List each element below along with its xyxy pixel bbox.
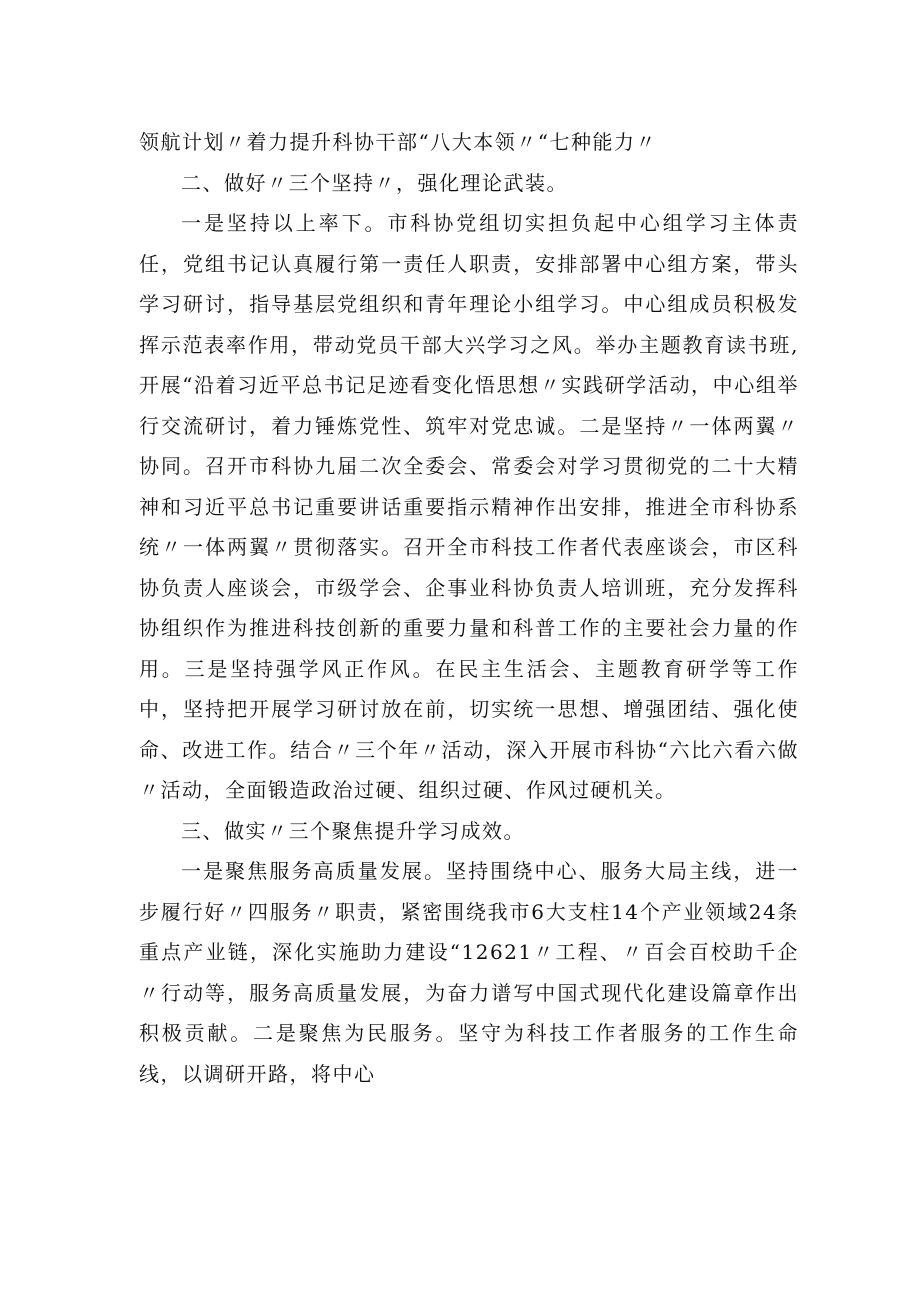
paragraph-continuation: 领航计划〃着力提升科协干部“八大本领〃“七种能力〃 (139, 130, 657, 154)
section-heading-three: 三、做实〃三个聚焦提升学习成效。 (181, 818, 525, 843)
paragraph-body: 一是聚焦服务高质量发展。坚持围绕中心、服务大局主线，进一步履行好〃四服务〃职责，紧密围绕我市6大支柱14个产业领域24条重点产业链，深化实施助力建设“12621〃工程、〃百会百校助千企〃行动等，服务高质量发展，为奋力谱写中国式现代化建设篇章作出积极贡献。二是聚焦为民服务。坚守为科技工作者服务的工作生命线，以调研开路，将中心 (139, 859, 799, 1086)
document-body (139, 122, 799, 1094)
section-heading-two: 二、做好〃三个坚持〃，强化理论武装。 (181, 170, 568, 195)
paragraph-body: 一是坚持以上率下。市科协党组切实担负起中心组学习主体责任，党组书记认真履行第一责任人职责，安排部署中心组方案，带头学习研讨，指导基层党组织和青年理论小组学习。中心组成员积极发挥示范表率作用，带动党员干部大兴学习之风。举办主题教育读书班,开展“沿着习近平总书记足迹看变化悟思想〃实践研学活动，中心组举行交流研讨，着力锤炼党性、筑牢对党忠诚。二是坚持〃一体两翼〃协同。召开市科协九届二次全委会、常委会对学习贯彻党的二十大精神和习近平总书记重要讲话重要指示精神作出安排，推进全市科协系统〃一体两翼〃贯彻落实。召开全市科技工作者代表座谈会，市区科协负责人座谈会，市级学会、企事业科协负责人培训班，充分发挥科协组织作为推进科技创新的重要力量和科普工作的主要社会力量的作用。三是坚持强学风正作风。在民主生活会、主题教育研学等工作中，坚持把开展学习研讨放在前，切实统一思想、增强团结、强化使命、改进工作。结合〃三个年〃活动，深入开展市科协“六比六看六做〃活动，全面锻造政治过硬、组织过硬、作风过硬机关。 (139, 211, 799, 802)
